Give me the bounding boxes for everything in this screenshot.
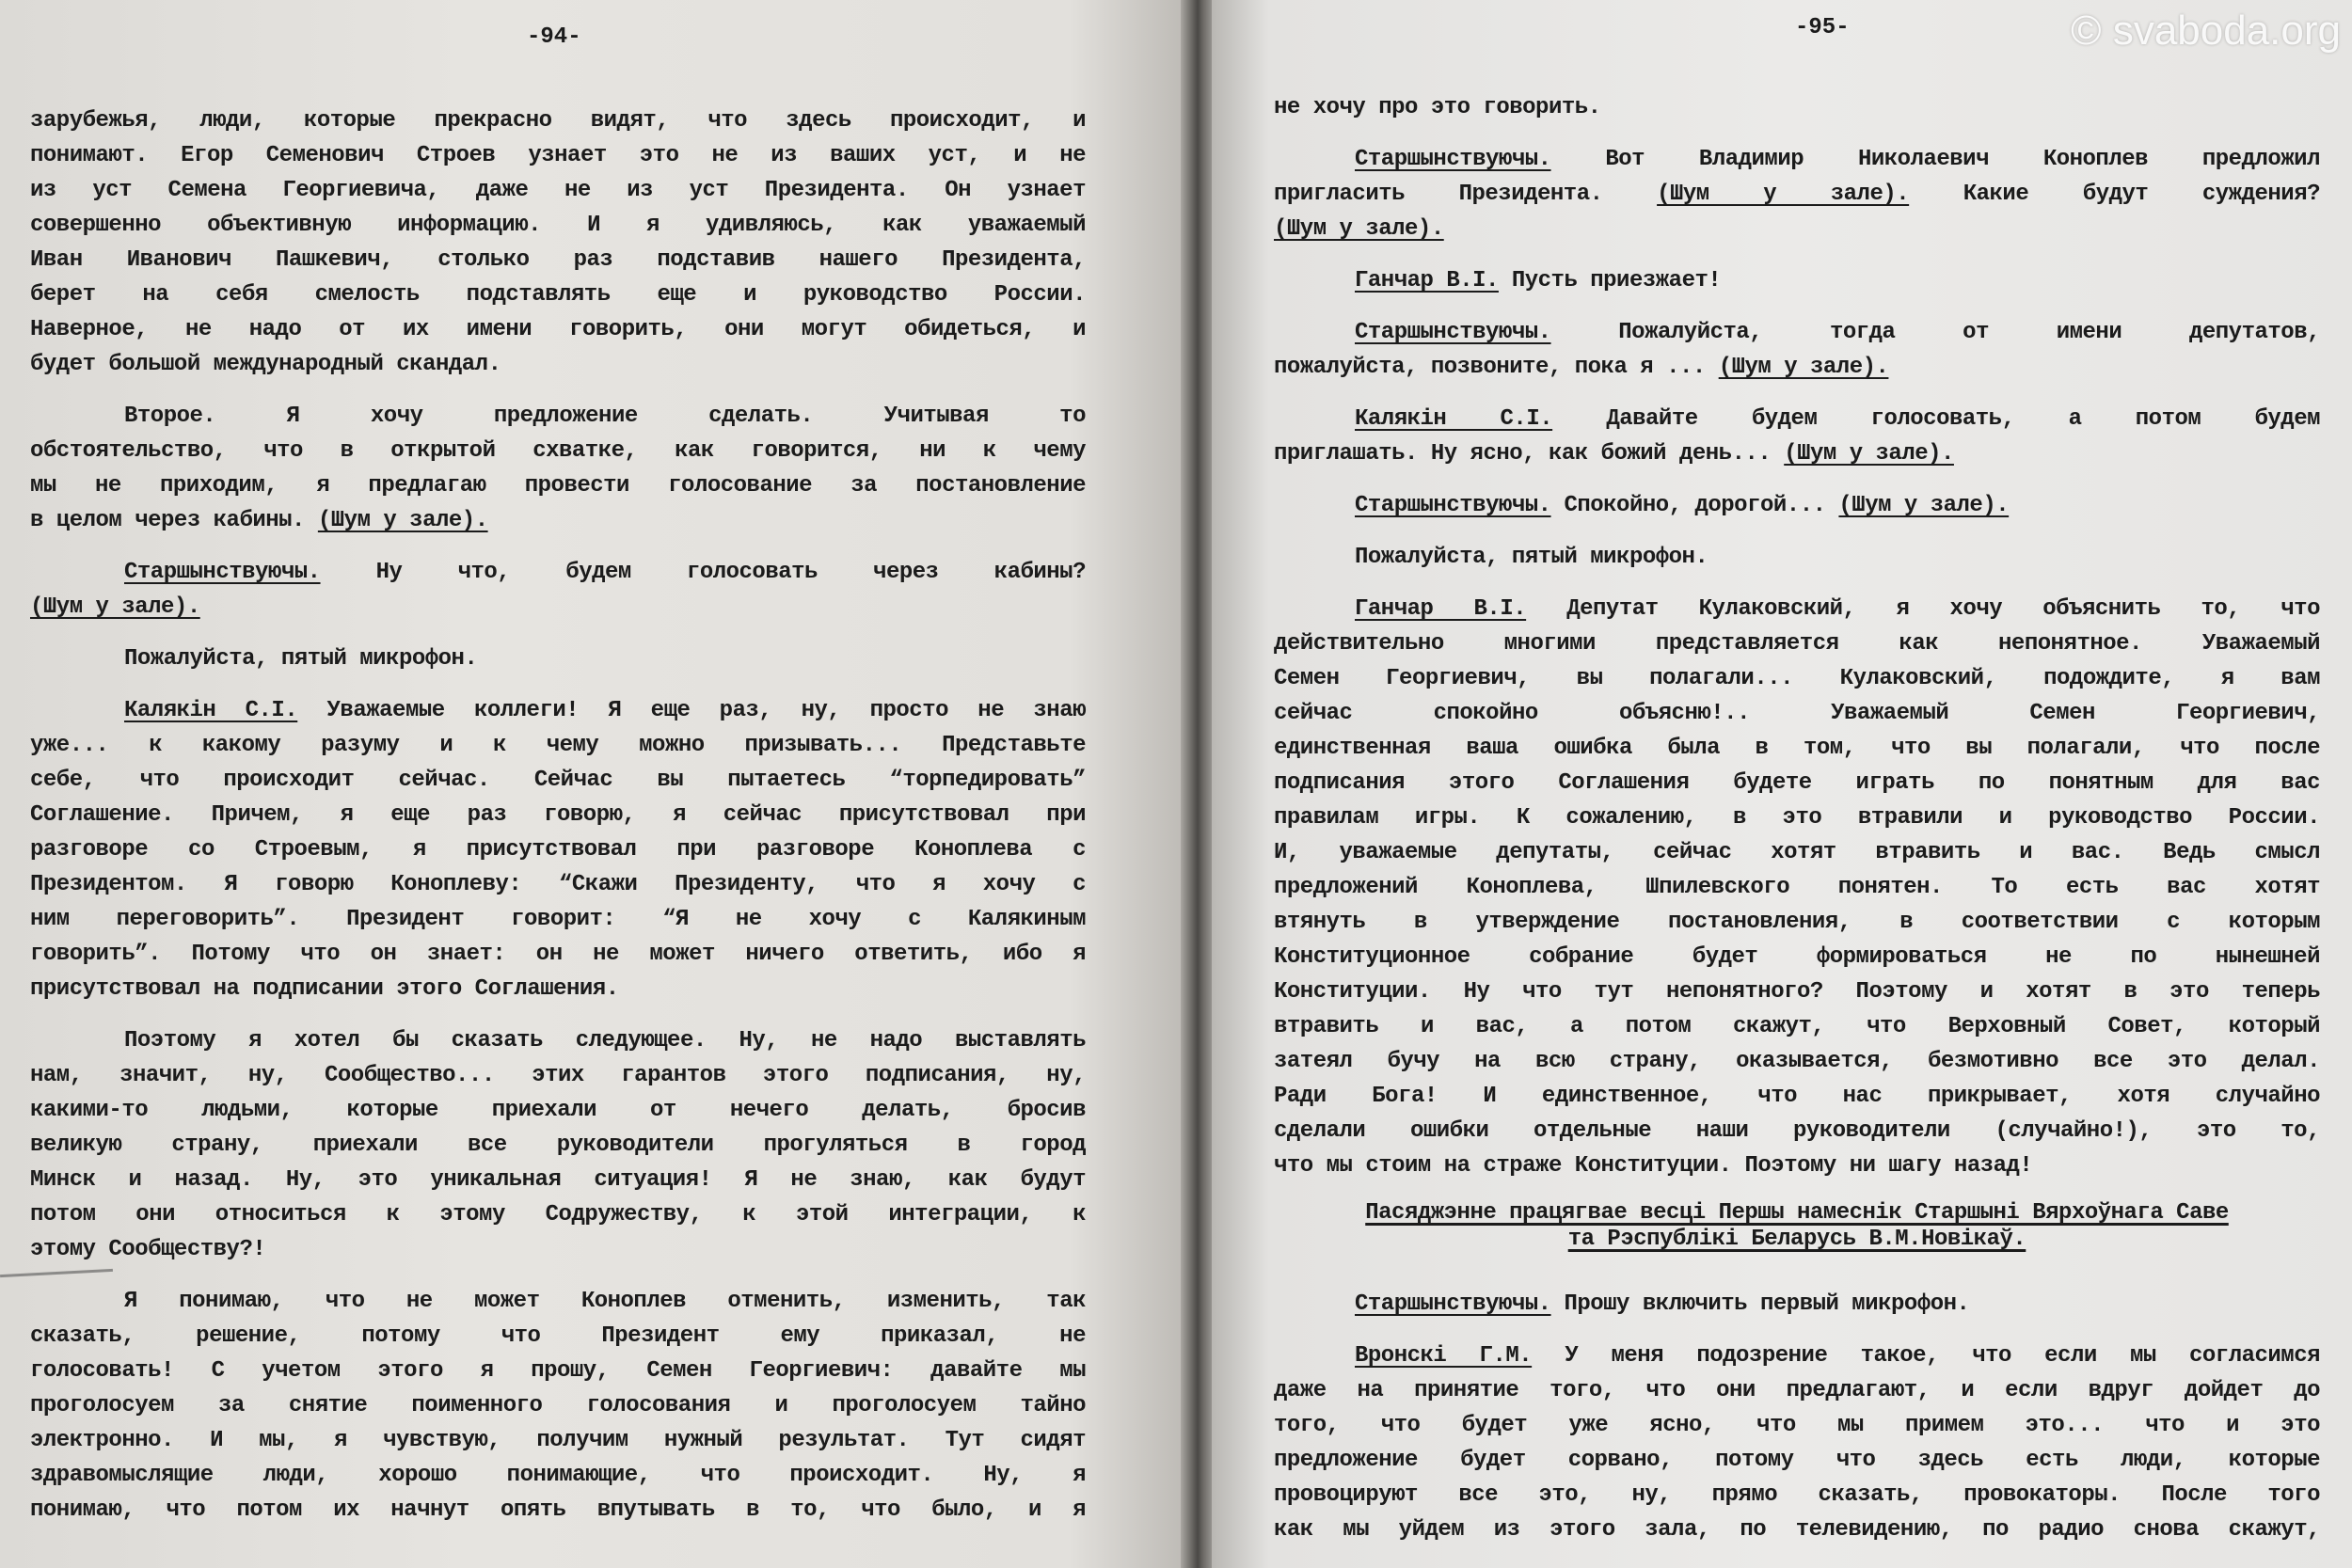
watermark-logo: © svaboda.org <box>2071 8 2341 54</box>
text-line <box>30 1458 1086 1493</box>
text-line <box>1274 696 2320 731</box>
text-segment: пожалуйста, позвоните, пока я ... <box>1274 355 1719 380</box>
text-line <box>1274 661 2320 696</box>
text-segment: действительно многими представляется как непонятное. Уважаемый <box>1274 631 2320 657</box>
text-segment: мы не приходим, я предлагаю провести голосование за постановление <box>30 473 1086 499</box>
text-segment: какими-то людьми, которые приехали от нечего делать, бросив <box>30 1098 1086 1123</box>
heading-line: Пасяджэнне працягвае весці Першы намеснік Старшыні Вярхоўнага Саве <box>1365 1200 2229 1226</box>
text-segment: И, уважаемые депутаты, сейчас хотят втравить и вас. Ведь смысл <box>1274 840 2320 865</box>
underlined-remark: Старшынствуючы. <box>1355 320 1551 345</box>
text-segment: Давайте будем голосовать, а потом будем <box>1552 406 2320 432</box>
text-segment: будет большой международный скандал. <box>30 352 501 377</box>
underlined-remark: (Шум у зале). <box>1274 216 1444 242</box>
text-line <box>1274 436 2320 471</box>
text-line <box>1274 142 2320 177</box>
text-line <box>30 798 1086 832</box>
text-line <box>30 693 1086 728</box>
text-line <box>30 138 1086 173</box>
text-segment: Соглашение. Причем, я еще раз говорю, я сейчас присутствовал при <box>30 802 1086 828</box>
text-segment: разговоре со Строевым, я присутствовал при разговоре Коноплева с <box>30 837 1086 863</box>
text-line <box>30 590 1086 625</box>
text-line <box>30 1423 1086 1458</box>
text-segment: Поэтому я хотел бы сказать следующее. Ну, не надо выставлять <box>124 1028 1086 1053</box>
text-segment: Конституции. Ну что тут непонятного? Поэтому и хотят в это теперь <box>1274 979 2320 1005</box>
text-line <box>30 173 1086 208</box>
text-line <box>1274 488 2320 523</box>
text-segment: затеял бучу на всю страну, оказывается, безмотивно все это делал. <box>1274 1049 2320 1074</box>
text-line <box>1274 626 2320 661</box>
text-line <box>1274 1148 2320 1183</box>
text-line <box>1274 402 2320 436</box>
text-line <box>1274 766 2320 800</box>
text-line <box>1274 800 2320 835</box>
text-segment: Минск и назад. Ну, это уникальная ситуация! Я не знаю, как будут <box>30 1167 1086 1193</box>
paragraph <box>1274 90 2320 125</box>
text-segment: говорить”. Потому что он знает: он не может ничего ответить, ибо я <box>30 942 1086 967</box>
text-segment: проголосуем за снятие поименного голосования и проголосуем тайно <box>30 1393 1086 1418</box>
paragraph <box>30 1023 1086 1267</box>
text-line <box>1274 263 2320 298</box>
paragraph <box>1274 540 2320 575</box>
paragraph <box>1274 1287 2320 1322</box>
text-segment: втянуть в утверждение постановления, в соответствии с которым <box>1274 910 2320 935</box>
text-line <box>1274 974 2320 1009</box>
text-line <box>1274 1443 2320 1478</box>
paragraph <box>1274 263 2320 298</box>
text-line <box>30 1197 1086 1232</box>
underlined-remark: (Шум у зале). <box>30 594 200 620</box>
text-line <box>30 243 1086 277</box>
text-segment: здравомыслящие люди, хорошо понимающие, что происходит. Ну, я <box>30 1463 1086 1488</box>
text-segment: пригласить Президента. <box>1274 182 1658 207</box>
text-segment: Пожалуйста, пятый микрофон. <box>1355 545 1708 570</box>
text-segment: не хочу про это говорить. <box>1274 95 1601 120</box>
text-line <box>30 937 1086 972</box>
text-line <box>1274 1287 2320 1322</box>
text-segment: зарубежья, люди, которые прекрасно видят, что здесь происходит, и <box>30 108 1086 134</box>
text-line <box>30 1354 1086 1388</box>
underlined-remark: (Шум у зале). <box>1657 182 1910 207</box>
text-segment: понимают. Егор Семенович Строев узнает это не из ваших уст, и не <box>30 143 1086 168</box>
underlined-remark: (Шум у зале). <box>1838 493 2010 518</box>
text-segment: Прошу включить первый микрофон. <box>1550 1291 1970 1317</box>
text-segment: нам, значит, ну, Сообщество... этих гарантов этого подписания, ну, <box>30 1063 1086 1088</box>
text-line <box>30 277 1086 312</box>
underlined-remark: Калякін С.І. <box>1355 406 1553 432</box>
text-line <box>1274 1114 2320 1148</box>
text-line <box>1274 212 2320 246</box>
text-segment: Наверное, не надо от их имени говорить, они могут обидеться, и <box>30 317 1086 342</box>
paragraph <box>1274 592 2320 1183</box>
paragraph <box>30 103 1086 382</box>
heading-line: та Рэспублікі Беларусь В.М.Новікаў. <box>1567 1227 2026 1252</box>
text-line <box>30 867 1086 902</box>
text-segment: даже на принятие того, что они предлагают, и если вдруг дойдет до <box>1274 1378 2320 1403</box>
paragraph <box>30 641 1086 676</box>
text-line <box>1274 350 2320 385</box>
text-segment: сделали ошибки отдельные наши руководители (случайно!), это то, <box>1274 1118 2320 1144</box>
text-line <box>30 1093 1086 1128</box>
underlined-remark: Старшынствуючы. <box>1355 147 1551 172</box>
text-line <box>1274 731 2320 766</box>
text-segment: голосовать! С учетом этого я прошу, Семен Георгиевич: давайте мы <box>30 1358 1086 1384</box>
text-line <box>1274 1338 2320 1373</box>
text-line <box>30 434 1086 468</box>
text-segment: Второе. Я хочу предложение сделать. Учитывая то <box>124 404 1086 429</box>
underlined-remark: Старшынствуючы. <box>1355 1291 1551 1317</box>
paragraph <box>1274 1338 2320 1547</box>
page-text <box>30 103 1086 1544</box>
text-line <box>30 1163 1086 1197</box>
text-segment: сейчас спокойно объясню!.. Уважаемый Семен Георгиевич, <box>1274 701 2320 726</box>
text-segment: уже... к какому разуму и к чему можно призывать... Представьте <box>30 733 1086 758</box>
text-line <box>1274 592 2320 626</box>
text-line <box>30 468 1086 503</box>
text-segment: Ну что, будем голосовать через кабины? <box>320 560 1086 585</box>
text-segment: втравить и вас, а потом скажут, что Верховный Совет, который <box>1274 1014 2320 1039</box>
text-line <box>30 1284 1086 1319</box>
text-segment: приглашать. Ну ясно, как божий день... <box>1274 441 1785 467</box>
text-segment: берет на себя смелость подставлять еще и руководство России. <box>30 282 1086 308</box>
text-line <box>30 902 1086 937</box>
underlined-remark: Калякін С.І. <box>124 698 298 723</box>
paragraph <box>30 693 1086 1006</box>
section-heading <box>1274 1200 2320 1253</box>
text-segment: что мы стоим на страже Конституции. Поэтому ни шагу назад! <box>1274 1153 2033 1179</box>
text-segment: Иван Иванович Пашкевич, столько раз подставив нашего Президента, <box>30 247 1086 273</box>
text-segment: Конституционное собрание будет формироваться не по нынешней <box>1274 944 2320 970</box>
underlined-remark: (Шум у зале). <box>1718 355 1889 380</box>
text-segment: подписания этого Соглашения будете играть по понятным для вас <box>1274 770 2320 796</box>
right-page <box>1212 0 2352 1568</box>
text-segment: Пожалуйста, пятый микрофон. <box>124 646 478 672</box>
text-segment: Ради Бога! И единственное, что нас прикрывает, хотя случайно <box>1274 1084 2320 1109</box>
text-line <box>30 399 1086 434</box>
underlined-remark: (Шум у зале). <box>1784 441 1954 467</box>
text-line <box>30 555 1086 590</box>
text-line <box>30 1023 1086 1058</box>
text-line <box>1274 1044 2320 1079</box>
text-segment: того, что будет уже ясно, что мы примем это... что и это <box>1274 1413 2320 1438</box>
text-line <box>1274 1513 2320 1547</box>
text-line <box>1274 1373 2320 1408</box>
paragraph <box>1274 402 2320 471</box>
text-segment: Я понимаю, что не может Коноплев отменить, изменить, так <box>124 1289 1086 1314</box>
underlined-remark: Вронскі Г.М. <box>1355 1343 1533 1369</box>
text-segment: ним переговорить”. Президент говорит: “Я не хочу с Калякиным <box>30 907 1086 932</box>
text-segment: понимаю, что потом их начнут опять впутывать в то, что было, и я <box>30 1497 1086 1523</box>
text-line <box>30 1319 1086 1354</box>
text-segment: единственная ваша ошибка была в том, что вы полагали, что после <box>1274 736 2320 761</box>
underlined-remark: Ганчар В.І. <box>1355 596 1527 622</box>
text-line <box>1274 905 2320 940</box>
text-segment: Спокойно, дорогой... <box>1550 493 1839 518</box>
text-segment: предложений Коноплева, Шпилевского понятен. То есть вас хотят <box>1274 875 2320 900</box>
paragraph <box>1274 315 2320 385</box>
text-segment: себе, что происходит сейчас. Сейчас вы пытаетесь “торпедировать” <box>30 768 1086 793</box>
text-line <box>30 972 1086 1006</box>
text-line <box>1274 315 2320 350</box>
text-segment: как мы уйдем из этого зала, по телевидению, по радио снова скажут, <box>1274 1517 2320 1543</box>
text-line <box>30 1232 1086 1267</box>
text-segment: этому Сообществу?! <box>30 1237 266 1262</box>
paragraph <box>1274 142 2320 246</box>
text-segment: Депутат Кулаковский, я хочу объяснить то, что <box>1526 596 2320 622</box>
underlined-remark: Старшынствуючы. <box>124 560 321 585</box>
text-line <box>30 312 1086 347</box>
text-line <box>30 1128 1086 1163</box>
text-line <box>1274 1478 2320 1513</box>
text-segment: из уст Семена Георгиевича, даже не из уст Президента. Он узнает <box>30 178 1086 203</box>
text-segment: Пожалуйста, тогда от имени депутатов, <box>1550 320 2320 345</box>
paragraph <box>30 399 1086 538</box>
text-line <box>30 1493 1086 1528</box>
text-segment: совершенно объективную информацию. И я удивляюсь, как уважаемый <box>30 213 1086 238</box>
text-line <box>1274 1009 2320 1044</box>
text-segment: Семен Георгиевич, вы полагали... Кулаковский, подождите, я вам <box>1274 666 2320 691</box>
text-line <box>30 103 1086 138</box>
page-number: -95- <box>1795 15 1850 40</box>
text-line <box>30 832 1086 867</box>
text-line <box>1274 540 2320 575</box>
text-line <box>30 1388 1086 1423</box>
text-segment: обстоятельство, что в открытой схватке, как говорится, ни к чему <box>30 438 1086 464</box>
underlined-remark: Старшынствуючы. <box>1355 493 1551 518</box>
text-segment: в целом через кабины. <box>30 508 318 533</box>
text-segment: потом они относиться к этому Содружеству, к этой интеграции, к <box>30 1202 1086 1227</box>
text-segment: У меня подозрение такое, что если мы согласимся <box>1532 1343 2321 1369</box>
text-segment: присутствовал на подписании этого Соглашения. <box>30 976 619 1002</box>
text-line <box>1274 870 2320 905</box>
paragraph <box>1274 488 2320 523</box>
page-text <box>1274 90 2320 1564</box>
text-line <box>1274 177 2320 212</box>
text-line <box>1274 1079 2320 1114</box>
text-line <box>30 641 1086 676</box>
text-line <box>30 1058 1086 1093</box>
text-segment: электронно. И мы, я чувствую, получим нужный результат. Тут сидят <box>30 1428 1086 1453</box>
text-segment: Пусть приезжает! <box>1498 268 1722 293</box>
paragraph <box>30 555 1086 625</box>
text-segment: великую страну, приехали все руководители прогуляться в город <box>30 1132 1086 1158</box>
text-line <box>30 728 1086 763</box>
page-number: -94- <box>527 24 581 50</box>
text-line <box>1274 940 2320 974</box>
text-line <box>30 503 1086 538</box>
paragraph <box>30 1284 1086 1528</box>
text-line <box>1274 90 2320 125</box>
text-line <box>30 763 1086 798</box>
text-segment: предложение будет сорвано, потому что здесь есть люди, которые <box>1274 1448 2320 1473</box>
text-line <box>1274 835 2320 870</box>
text-line <box>30 208 1086 243</box>
text-segment: Вот Владимир Николаевич Коноплев предложил <box>1550 147 2320 172</box>
text-segment: правилам игры. К сожалению, в это втравили и руководство России. <box>1274 805 2320 831</box>
text-segment: Уважаемые коллеги! Я еще раз, ну, просто не знаю <box>297 698 1087 723</box>
text-segment: сказать, решение, потому что Президент ему приказал, не <box>30 1323 1086 1349</box>
underlined-remark: Ганчар В.І. <box>1355 268 1499 293</box>
text-segment: Какие будут суждения? <box>1909 182 2320 207</box>
text-line <box>30 347 1086 382</box>
underlined-remark: (Шум у зале). <box>317 508 488 533</box>
text-line <box>1274 1408 2320 1443</box>
text-segment: Президентом. Я говорю Коноплеву: “Скажи Президенту, что я хочу с <box>30 872 1086 897</box>
text-segment: провоцируют все это, ну, прямо сказать, провокаторы. После того <box>1274 1482 2320 1508</box>
